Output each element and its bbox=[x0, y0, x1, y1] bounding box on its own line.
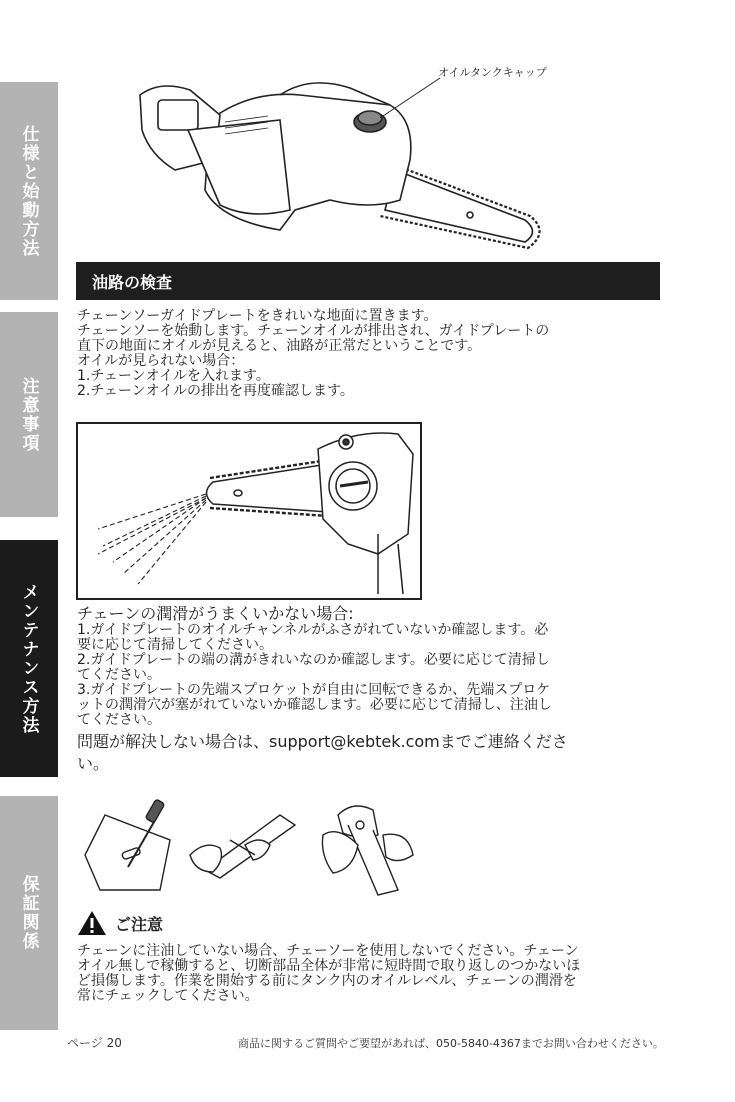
footer-contact: 商品に関するご質問やご要望があれば、050-5840-4367までお問い合わせください。 bbox=[238, 1037, 664, 1050]
guide-bar-cleaning-illustration bbox=[185, 800, 300, 880]
caution-title: ご注意 bbox=[115, 914, 164, 934]
troubleshoot-heading: チェーンの潤滑がうまくいかない場合: bbox=[77, 604, 354, 623]
side-tab-label: 保証関係 bbox=[18, 875, 39, 951]
caution-text bbox=[77, 944, 677, 1004]
oil-path-check-instructions bbox=[77, 309, 661, 399]
side-tab-label: 注意事項 bbox=[18, 376, 39, 453]
contact-line: い。 bbox=[77, 754, 110, 773]
chainsaw-oil-cap-illustration bbox=[130, 60, 580, 255]
contact-line: 問題が解決しない場合は、support@kebtek.comまでご連絡くださ bbox=[77, 732, 568, 751]
text-line: てください。 bbox=[77, 667, 161, 683]
side-tab-warranty[interactable] bbox=[0, 796, 58, 1030]
text-line: 2.チェーンオイルの排出を再度確認します。 bbox=[77, 383, 354, 399]
oil-spray-illustration bbox=[76, 422, 422, 600]
text-line: オイルが見られない場合： bbox=[77, 353, 245, 369]
warning-icon bbox=[77, 910, 107, 936]
text-line: ど損傷します。作業を開始する前にタンク内のオイルレベル、チェーンの潤滑を bbox=[77, 973, 577, 989]
side-tab-maintenance[interactable] bbox=[0, 540, 58, 777]
text-line: 要に応じて清掃してください。 bbox=[77, 637, 273, 653]
side-tab-label: メンテナンス方法 bbox=[18, 582, 39, 735]
oil-cap-callout: オイルタンクキャップ bbox=[438, 66, 547, 79]
caution-heading bbox=[77, 910, 163, 936]
side-tab-label: 仕様と始動方法 bbox=[18, 124, 39, 258]
page-number: ページ 20 bbox=[67, 1036, 122, 1050]
text-line: 1.ガイドプレートのオイルチャンネルがふさがれていないか確認します。必 bbox=[77, 622, 549, 638]
text-line: チェーンに注油していない場合、チェーソーを使用しないでください。チェーン bbox=[77, 943, 579, 959]
text-line: 3.ガイドプレートの先端スプロケットが自由に回転できるか、先端スプロケ bbox=[77, 682, 551, 698]
screwdriver-cleaning-illustration bbox=[80, 795, 175, 895]
side-tab-specs[interactable] bbox=[0, 82, 58, 300]
section-title: 油路の検査 bbox=[92, 272, 173, 292]
text-line: チェーンソーを始動します。チェーンオイルが排出され、ガイドプレートの bbox=[77, 323, 550, 339]
side-tab-cautions[interactable] bbox=[0, 312, 58, 517]
text-line: 直下の地面にオイルが見えると、油路が正常だということです。 bbox=[77, 338, 482, 354]
text-line: 2.ガイドプレートの端の溝がきれいなのか確認します。必要に応じて清掃し bbox=[77, 652, 550, 668]
sprocket-check-illustration bbox=[318, 795, 418, 900]
text-line: オイル無しで稼働すると、切断部品全体が非常に短時間で取り返しのつかないほ bbox=[77, 958, 581, 974]
section-header bbox=[76, 262, 660, 300]
text-line: 1.チェーンオイルを入れます。 bbox=[77, 368, 270, 384]
text-line: てください。 bbox=[77, 712, 161, 728]
text-line: ットの潤滑穴が塞がれていないか確認します。必要に応じて清掃し、注油し bbox=[77, 697, 552, 713]
lubrication-troubleshooting bbox=[77, 605, 667, 775]
text-line: 常にチェックしてください。 bbox=[77, 988, 259, 1004]
text-line: チェーンソーガイドプレートをきれいな地面に置きます。 bbox=[77, 308, 438, 324]
